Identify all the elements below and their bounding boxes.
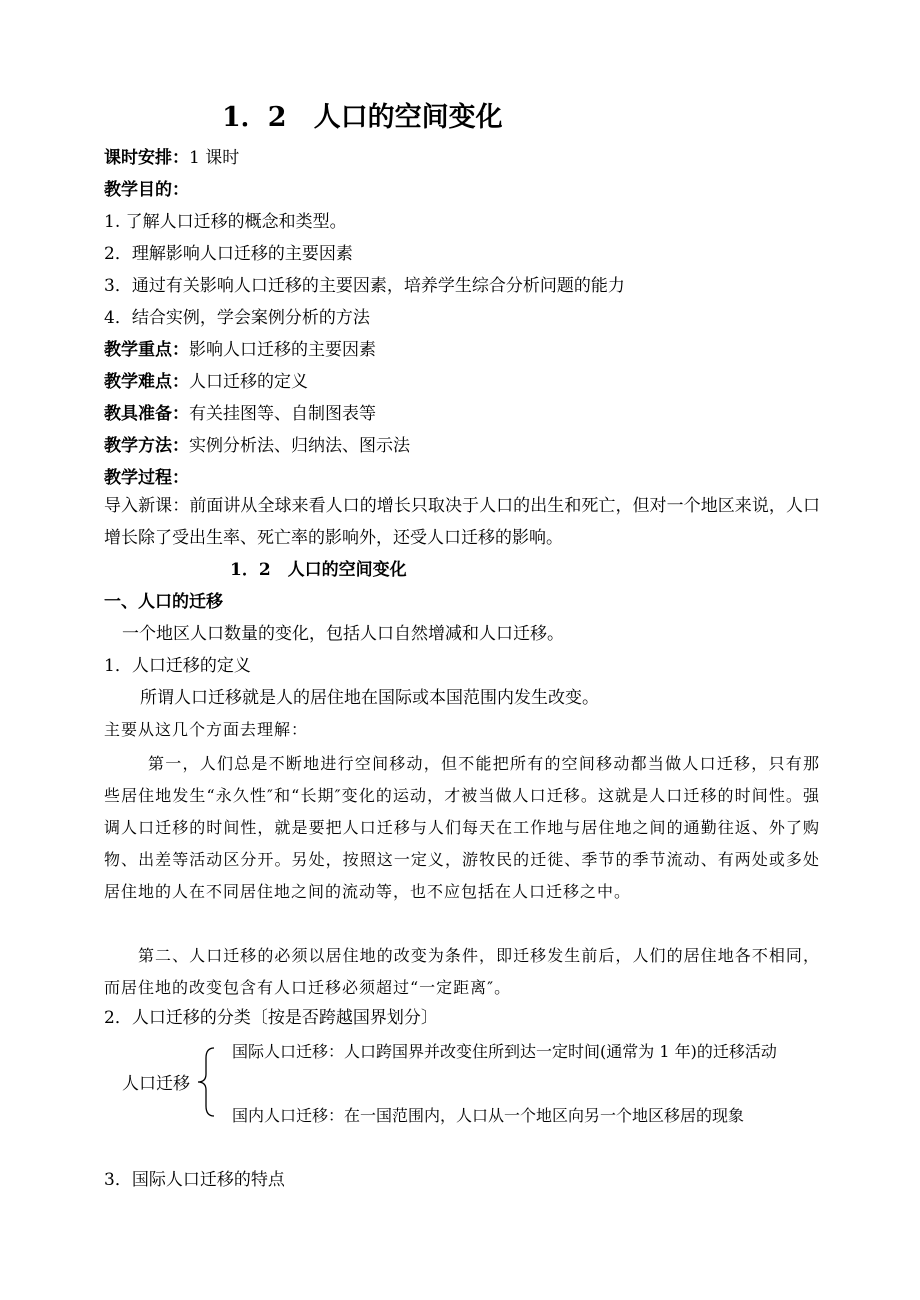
understand-lead: 主要从这几个方面去理解： <box>104 720 309 739</box>
methods-line <box>104 434 410 458</box>
difficulty-label: 教学难点： <box>104 372 189 392</box>
definition-heading: 1．人口迁移的定义 <box>104 656 251 676</box>
methods-label: 教学方法： <box>104 436 189 456</box>
difficulty-value: 人口迁移的定义 <box>189 372 308 392</box>
brace-icon <box>196 1046 218 1118</box>
features-heading: 3．国际人口迁移的特点 <box>104 1170 285 1190</box>
point1-paragraph: 第一，人们总是不断地进行空间移动，但不能把所有的空间移动都当做人口迁移，只有那些居住地发生“永久性″和“长期″变化的运动，才被当做人口迁移。这就是人口迁移的时间性。强调人口迁移的时间性，就是要把人口迁移与人们每天在工作地与居住地之间的通勤往返、外了购物、出差等活动区分开。另处，按照这一定义，游牧民的迁徙、季节的季节流动、有两处或多处居住地的人在不同居住地之间的流动等，也不应包括在人口迁移之中。 <box>104 754 820 901</box>
objective-item: 2．理解影响人口迁移的主要因素 <box>104 244 353 264</box>
point2-paragraph: 第二、人口迁移的必须以居住地的改变为条件，即迁移发生前后，人们的居住地各不相同，而居住地的改变包含有人口迁移必须超过“一定距离″。 <box>104 946 820 997</box>
objective-item: 3．通过有关影响人口迁移的主要因素，培养学生综合分析问题的能力 <box>104 276 625 296</box>
objective-item: 1. 了解人口迁移的概念和类型。 <box>104 212 347 232</box>
methods-value: 实例分析法、归纳法、图示法 <box>189 436 410 456</box>
schedule-value: 1 课时 <box>189 148 240 168</box>
schedule-label: 课时安排： <box>104 148 189 168</box>
document-title: 1．2 人口的空间变化 <box>222 102 503 133</box>
key-point-line <box>104 338 376 362</box>
materials-line <box>104 402 376 426</box>
classification-root: 人口迁移 <box>122 1074 190 1094</box>
process-heading: 教学过程： <box>104 468 189 488</box>
section-subtitle: 1．2 人口的空间变化 <box>230 560 407 580</box>
schedule-line <box>104 146 239 170</box>
materials-label: 教具准备： <box>104 404 189 424</box>
key-point-value: 影响人口迁移的主要因素 <box>189 340 376 360</box>
classification-heading: 2．人口迁移的分类〔按是否跨越国界划分〕 <box>104 1008 438 1028</box>
classification-branch-international: 国际人口迁移：人口跨国界并改变住所到达一定时间(通常为 1 年)的迁移活动 <box>232 1042 777 1061</box>
difficulty-line <box>104 370 308 394</box>
definition-text: 所谓人口迁移就是人的居住地在国际或本国范围内发生改变。 <box>140 688 599 708</box>
objective-item: 4．结合实例，学会案例分析的方法 <box>104 308 370 328</box>
section1-lead: 一个地区人口数量的变化，包括人口自然增减和人口迁移。 <box>122 624 564 644</box>
intro-paragraph: 导入新课：前面讲从全球来看人口的增长只取决于人口的出生和死亡，但对一个地区来说，人口增长除了受出生率、死亡率的影响外，还受人口迁移的影响。 <box>104 496 820 548</box>
objectives-heading: 教学目的： <box>104 180 189 200</box>
section1-heading: 一、人口的迁移 <box>104 592 223 612</box>
classification-branch-domestic: 国内人口迁移：在一国范围内，人口从一个地区向另一个地区移居的现象 <box>232 1106 745 1125</box>
materials-value: 有关挂图等、自制图表等 <box>189 404 376 424</box>
key-point-label: 教学重点： <box>104 340 189 360</box>
